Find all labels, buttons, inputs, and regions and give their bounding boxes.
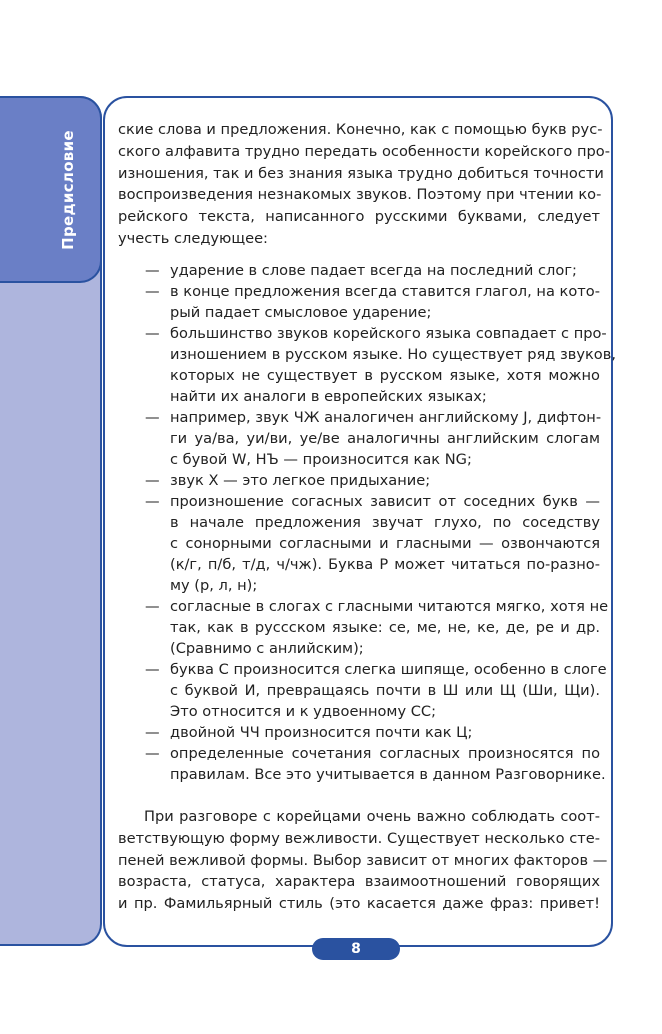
dash-marker: — xyxy=(145,283,160,300)
text-line: двойной ЧЧ произносится почти как Ц; xyxy=(170,724,473,741)
text-line: например, звук ЧЖ аналогичен английскому J, дифтон- xyxy=(170,409,602,426)
text-line: с сонорными согласными и гласными — озвончаются xyxy=(170,535,600,552)
section-tab xyxy=(0,96,102,283)
list-item xyxy=(118,659,607,722)
text-line: рый падает смысловое ударение; xyxy=(170,304,432,321)
text-line: с бувой W, НЪ — произносится как NG; xyxy=(170,451,472,468)
dash-marker: — xyxy=(145,262,160,279)
dash-marker: — xyxy=(145,745,160,762)
text-line: (к/г, п/б, т/д, ч/чж). Буква Р может читаться по-разно- xyxy=(170,556,600,573)
dash-marker: — xyxy=(145,598,160,615)
text-line: ского алфавита трудно передать особенности корейского про- xyxy=(118,142,610,160)
text-line: в конце предложения всегда ставится глагол, на кото- xyxy=(170,283,600,300)
dash-marker: — xyxy=(145,661,160,678)
text-line: ударение в слове падает всегда на последний слог; xyxy=(170,262,577,279)
dash-marker: — xyxy=(145,409,160,426)
list-item xyxy=(118,323,616,407)
text-line: му (р, л, н); xyxy=(170,577,258,594)
text-line: согласные в слогах с гласными читаются мягко, хотя не xyxy=(170,598,609,615)
text-line: изношением в русском языке. Но существует ряд звуков, xyxy=(170,346,616,363)
page-number: 8 xyxy=(312,938,400,960)
text-line: пеней вежливой формы. Выбор зависит от многих факторов — xyxy=(118,851,608,869)
text-line: которых не существует в русском языке, хотя можно xyxy=(170,367,600,384)
text-line: При разговоре с корейцами очень важно соблюдать соот- xyxy=(144,808,600,825)
list-item xyxy=(118,722,600,743)
text-line: (Сравнимо с анлийским); xyxy=(170,640,364,657)
dash-marker: — xyxy=(145,325,160,342)
dash-marker: — xyxy=(145,493,160,510)
text-line: буква С произносится слегка шипяще, особенно в слоге xyxy=(170,661,607,678)
text-line: ские слова и предложения. Конечно, как с помощью букв рус- xyxy=(118,121,603,138)
list-item xyxy=(118,407,600,470)
text-line: определенные сочетания согласных произносятся по xyxy=(170,745,600,762)
text-line: учесть следующее: xyxy=(118,229,268,247)
list-item xyxy=(118,743,606,785)
text-line: воспроизведения незнакомых звуков. Поэтому при чтении ко- xyxy=(118,186,602,204)
section-tab-label: Предисловие xyxy=(59,130,77,250)
list-item xyxy=(118,596,609,659)
list-item xyxy=(118,260,600,281)
list-item xyxy=(118,281,600,323)
text-line: произношение согасных зависит от соседних букв — xyxy=(170,493,600,510)
text-line: рейского текста, написанного русскими буквами, следует xyxy=(118,208,600,226)
list-item xyxy=(118,491,600,596)
text-line: изношения, так и без знания языка трудно добиться точности xyxy=(118,164,604,182)
text-line: и пр. Фамильярный стиль (это касается даже фраз: привет! xyxy=(118,895,600,913)
text-line: Это относится и к удвоенному СС; xyxy=(170,703,437,720)
text-line: правилам. Все это учитывается в данном Разговорнике. xyxy=(170,766,606,783)
text-line: большинство звуков корейского языка совпадает с про- xyxy=(170,325,607,342)
intro-paragraph xyxy=(118,119,610,250)
text-line: ветствующую форму вежливости. Существует несколько сте- xyxy=(118,829,600,847)
text-line: звук Х — это легкое придыхание; xyxy=(170,472,431,489)
closing-paragraph xyxy=(118,806,608,915)
text-line: в начале предложения звучат глухо, по соседству xyxy=(170,514,600,531)
list-item xyxy=(118,470,600,491)
rules-list xyxy=(118,260,616,785)
text-line: ги уа/ва, уи/ви, уе/ве аналогичны английским слогам xyxy=(170,430,600,447)
dash-marker: — xyxy=(145,472,160,489)
text-line: так, как в руссском языке: се, ме, не, ке, де, ре и др. xyxy=(170,619,600,636)
text-line: возраста, статуса, характера взаимоотношений говорящих xyxy=(118,873,600,891)
dash-marker: — xyxy=(145,724,160,741)
text-line: найти их аналоги в европейских языках; xyxy=(170,388,487,405)
text-line: с буквой И, превращаясь почти в Ш или Щ (Ши, Щи). xyxy=(170,682,600,699)
